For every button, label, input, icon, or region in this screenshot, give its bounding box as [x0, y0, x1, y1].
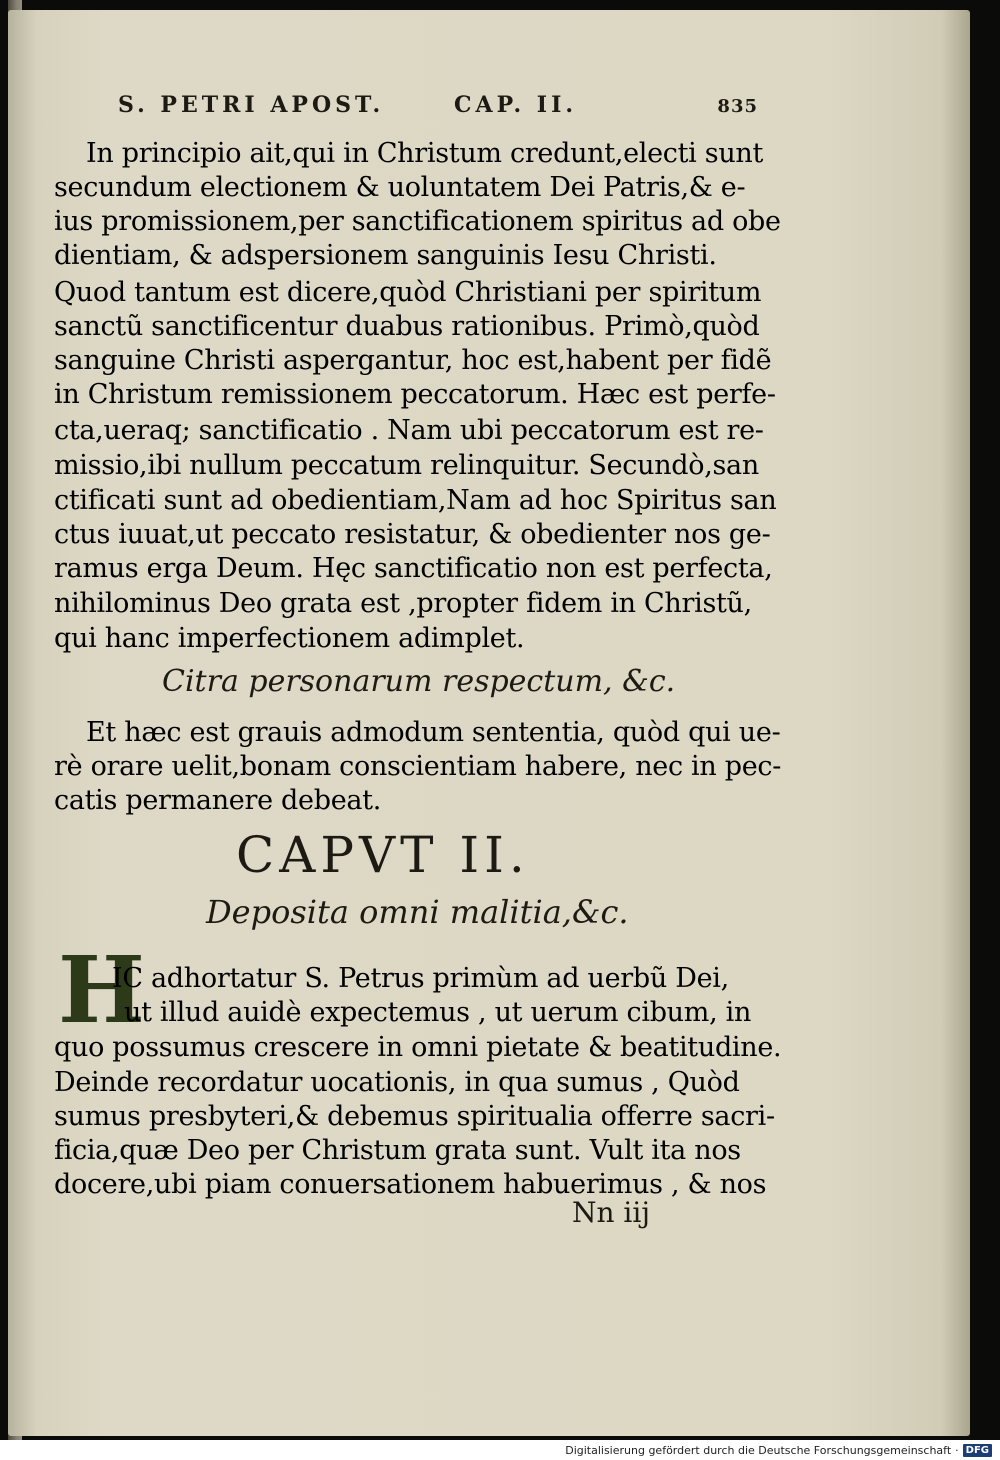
text-line: ut illud auidè expectemus , ut uerum cibum, in	[124, 997, 752, 1028]
text-line: quo possumus crescere in omni pietate & beatitudine.	[54, 1032, 782, 1063]
header-chapter: CAP. II.	[454, 92, 578, 118]
text-line: ctificati sunt ad obedientiam,Nam ad hoc Spiritus san	[54, 485, 777, 516]
text-line: Quod tantum est dicere,quòd Christiani per spiritum	[54, 277, 762, 308]
text-line: sumus presbyteri,& debemus spiritualia offerre sacri-	[54, 1101, 775, 1132]
text-line: nihilominus Deo grata est ,propter fidem in Christũ,	[54, 588, 752, 619]
text-line: cta,ueraq; sanctificatio . Nam ubi peccatorum est re-	[54, 415, 764, 446]
header-title: S. PETRI APOST.	[118, 92, 385, 118]
text-line: ramus erga Deum. Hęc sanctificatio non est perfecta,	[54, 553, 773, 584]
drop-initial: H	[58, 936, 145, 1044]
subheading-deposita: Deposita omni malitia,&c.	[206, 893, 629, 931]
text-line: sanctũ sanctificentur duabus rationibus. Primò,quòd	[54, 311, 760, 342]
text-line: rè orare uelit,bonam conscientiam habere, nec in pec-	[54, 751, 782, 782]
signature-mark: Nn iij	[572, 1196, 651, 1229]
text-line: missio,ibi nullum peccatum relinquitur. Secundò,san	[54, 450, 759, 481]
text-line: dientiam, & adspersionem sanguinis Iesu Christi.	[54, 240, 717, 271]
page-number: 835	[717, 96, 758, 117]
subheading-citra: Citra personarum respectum, &c.	[162, 664, 676, 699]
footer-text: Digitalisierung gefördert durch die Deutsche Forschungsgemeinschaft	[565, 1443, 952, 1457]
text-line: sanguine Christi aspergantur, hoc est,habent per fidẽ	[54, 345, 772, 376]
text-line: qui hanc imperfectionem adimplet.	[54, 623, 525, 654]
text-line: Et hæc est grauis admodum sententia, quòd qui ue-	[86, 717, 781, 748]
footer-separator: ·	[955, 1443, 959, 1457]
chapter-title: CAPVT II.	[236, 826, 530, 884]
text-line: In principio ait,qui in Christum credunt,electi sunt	[86, 138, 764, 169]
dfg-logo: DFG	[963, 1444, 992, 1457]
text-line: Deinde recordatur uocationis, in qua sumus , Quòd	[54, 1067, 740, 1098]
text-line: in Christum remissionem peccatorum. Hæc est perfe-	[54, 379, 776, 410]
text-line: docere,ubi piam conuersationem habuerimus , & nos	[54, 1169, 767, 1200]
text-line: secundum electionem & uoluntatem Dei Patris,& e-	[54, 172, 746, 203]
text-line: ctus iuuat,ut peccato resistatur, & obedienter nos ge-	[54, 519, 771, 550]
text-line: ius promissionem,per sanctificationem spiritus ad obe	[54, 206, 781, 237]
running-header	[118, 92, 758, 126]
text-line: IC adhortatur S. Petrus primùm ad uerbũ Dei,	[112, 963, 729, 994]
text-line: catis permanere debeat.	[54, 785, 382, 816]
digitization-footer	[565, 1442, 992, 1458]
text-line: ficia,quæ Deo per Christum grata sunt. Vult ita nos	[54, 1135, 741, 1166]
